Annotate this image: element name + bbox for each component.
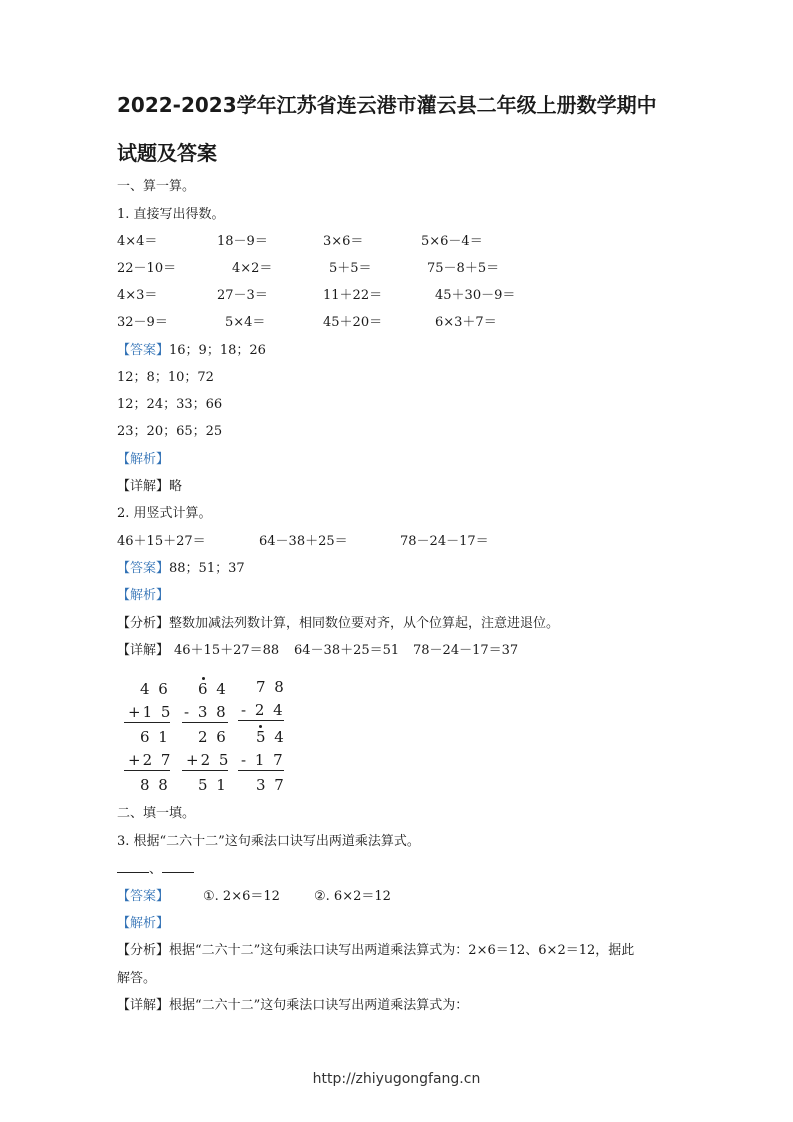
q1-item: 75－8＋5＝ <box>427 261 500 276</box>
vc-row: +2 7 <box>128 751 173 769</box>
q2-problem: 78－24－17＝ <box>400 534 489 549</box>
q2-problem: 46＋15＋27＝ <box>117 534 206 549</box>
q2-analysis-tag: 【解析】 <box>117 588 170 603</box>
q1-item: 45＋20＝ <box>323 315 383 330</box>
q3-analysis-tag: 【解析】 <box>117 916 170 931</box>
fenxi-tag: 【分析】 <box>117 616 170 631</box>
q1-item: 5＋5＝ <box>329 261 372 276</box>
detail-tag: 【详解】 <box>117 643 170 658</box>
vc-row: 2 6 <box>198 728 228 746</box>
q1-row <box>117 314 617 332</box>
answer-text: 88；51；37 <box>169 561 245 576</box>
q3-fenxi-cont: 解答。 <box>117 971 157 986</box>
q1-item: 5×6－4＝ <box>421 234 483 249</box>
q3-fenxi <box>117 942 634 960</box>
blank-separator: 、 <box>149 862 163 877</box>
section2-heading: 二、填一填。 <box>117 806 196 821</box>
q1-item: 11＋22＝ <box>323 288 383 303</box>
q1-item: 4×2＝ <box>232 261 273 276</box>
q1-item: 45＋30－9＝ <box>435 288 516 303</box>
q1-item: 18－9＝ <box>217 234 268 249</box>
vc-row: 3 7 <box>256 776 286 794</box>
q1-row <box>117 287 617 305</box>
answer-tag: 【答案】 <box>117 561 170 576</box>
q1-item: 6×3＋7＝ <box>435 315 497 330</box>
doc-title-line2: 试题及答案 <box>117 141 217 165</box>
q1-item: 5×4＝ <box>225 315 266 330</box>
detail-item: 64－38＋25＝51 <box>294 643 400 658</box>
answer-tag: 【答案】 <box>117 343 170 358</box>
q1-item: 32－9＝ <box>117 315 168 330</box>
q1-answer-line: 12；24；33；66 <box>117 397 223 412</box>
section1-heading: 一、算一算。 <box>117 179 196 194</box>
vc-row: 5 4 <box>256 728 286 746</box>
vc-row: - 1 7 <box>241 751 285 769</box>
detail-tag: 【详解】 <box>117 998 170 1013</box>
answer-text: ②. 6×2＝12 <box>314 889 391 904</box>
vc-row: 5 1 <box>198 776 228 794</box>
doc-title-line1: 2022-2023学年江苏省连云港市灌云县二年级上册数学期中 <box>117 93 657 117</box>
q2-fenxi <box>117 615 559 633</box>
vc-row: - 3 8 <box>184 703 228 721</box>
footer-url: http://zhiyugongfang.cn <box>312 1071 481 1087</box>
q2-prompt: 2. 用竖式计算。 <box>117 506 212 521</box>
q1-item: 4×4＝ <box>117 234 158 249</box>
q1-item: 22－10＝ <box>117 261 177 276</box>
vc-rule <box>182 722 228 723</box>
vc-rule <box>238 770 284 771</box>
q3-answer <box>117 888 517 906</box>
q1-analysis-tag: 【解析】 <box>117 452 170 467</box>
vc-rule <box>124 722 170 723</box>
q1-answer-line: 12；8；10；72 <box>117 370 214 385</box>
q2-answer <box>117 560 245 578</box>
vc-row: +2 5 <box>186 751 231 769</box>
q3-prompt: 3. 根据“二六十二”这句乘法口诀写出两道乘法算式。 <box>117 834 420 849</box>
vc-row: 6 1 <box>140 728 170 746</box>
q1-prompt: 1. 直接写出得数。 <box>117 207 225 222</box>
q1-row <box>117 233 617 251</box>
q1-row <box>117 260 617 278</box>
answer-text: ①. 2×6＝12 <box>203 889 280 904</box>
answer-blank[interactable] <box>162 862 194 873</box>
vc-row: - 2 4 <box>241 701 285 719</box>
vc-rule <box>124 770 170 771</box>
q3-blanks <box>117 861 194 879</box>
q2-problems <box>117 533 617 551</box>
detail-text: 根据“二六十二”这句乘法口诀写出两道乘法算式为： <box>169 998 469 1013</box>
detail-item: 46＋15＋27＝88 <box>174 643 280 658</box>
q2-detail <box>117 642 617 660</box>
q1-item: 27－3＝ <box>217 288 268 303</box>
answer-text: 16；9；18；26 <box>169 343 266 358</box>
detail-item: 78－24－17＝37 <box>413 643 519 658</box>
q1-answer <box>117 342 266 360</box>
detail-text: 略 <box>169 479 183 494</box>
vc-row: 7 8 <box>256 678 286 696</box>
answer-blank[interactable] <box>117 862 149 873</box>
vc-row: 4 6 <box>140 680 170 698</box>
fenxi-text: 整数加减法列数计算，相同数位要对齐，从个位算起，注意进退位。 <box>169 616 560 631</box>
q1-item: 4×3＝ <box>117 288 158 303</box>
fenxi-tag: 【分析】 <box>117 943 170 958</box>
q1-answer-line: 23；20；65；25 <box>117 424 223 439</box>
q1-item: 3×6＝ <box>323 234 364 249</box>
vc-rule <box>238 720 284 721</box>
fenxi-text: 根据“二六十二”这句乘法口诀写出两道乘法算式为：2×6＝12、6×2＝12，据此 <box>169 943 635 958</box>
vc-row: 6 4 <box>198 680 228 698</box>
vc-rule <box>182 770 228 771</box>
vc-row: 8 8 <box>140 776 170 794</box>
q2-problem: 64－38＋25＝ <box>259 534 348 549</box>
answer-tag: 【答案】 <box>117 889 170 904</box>
detail-tag: 【详解】 <box>117 479 170 494</box>
q1-detail <box>117 478 182 496</box>
q3-detail <box>117 997 468 1015</box>
vc-row: +1 5 <box>128 703 173 721</box>
